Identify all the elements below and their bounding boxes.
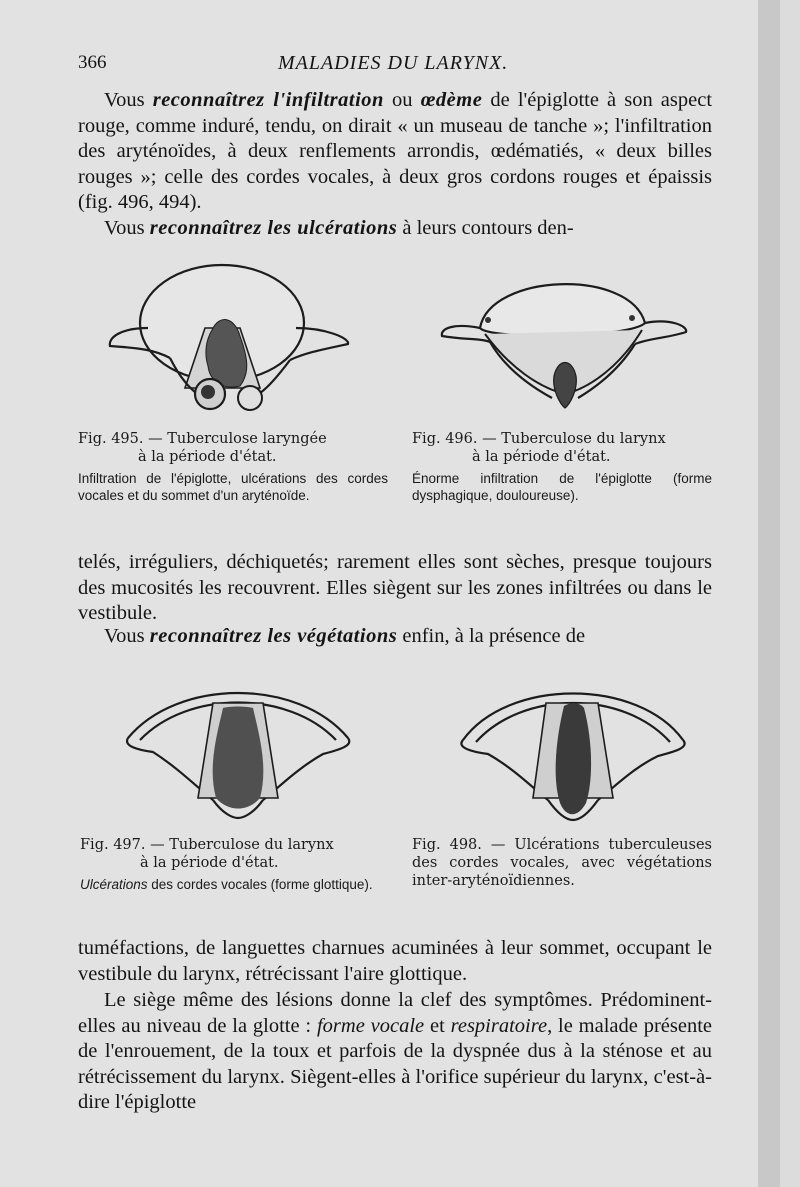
figure-497-caption (80, 836, 380, 893)
italic-forme-vocale: forme vocale (316, 1014, 425, 1037)
figure-498-title: Fig. 498. — Ulcérations tuberculeuses des cordes vocales, avec végétations inter-aryténoïdiennes. (412, 837, 712, 889)
caption-line: Fig. 496. — Tuberculose du larynx (412, 431, 666, 447)
italic-respiratoire: respiratoire (450, 1014, 548, 1037)
text-run: ou (383, 89, 421, 111)
text-run: et (424, 1014, 451, 1037)
text-run: de l'épiglotte à son aspect rouge, comme induré, tendu, on dirait « un museau de tanche »; l'infiltration des aryténoïdes, à deux renflements arrondis, œdématiés, « deux billes rouges »; celle des cordes vocales, à deux gros cordons rouges et épaissis (fig. 496, 494). (78, 89, 713, 213)
emphasis-ulcerations: reconnaîtrez les ulcérations (149, 217, 398, 239)
paragraph-infiltration (78, 88, 712, 216)
figure-496-caption (412, 430, 712, 504)
figure-495-title (78, 430, 388, 466)
caption-line: à la période d'état. (138, 449, 277, 465)
figure-495-illustration (100, 258, 360, 418)
text-run: Vous (104, 625, 150, 647)
text-run: enfin, à la présence de (397, 625, 586, 647)
paragraph-vegetations (78, 624, 712, 650)
page-edge-shadow (758, 0, 780, 1187)
paragraph-ulcerations-continued: telés, irréguliers, déchiquetés; rarement elles sont sèches, presque toujours des mucosités les recouvrent. Elles siègent sur les zones infiltrées ou dans le vestibule. (78, 551, 712, 624)
paragraph-ulcerations (78, 216, 712, 242)
caption-italic: Ulcérations (80, 877, 148, 892)
figure-497-title (80, 836, 380, 872)
paragraph-symptoms (78, 988, 712, 1116)
figure-496-illustration (430, 258, 700, 418)
text-run: , le malade présente de l'enrouement, de la toux et parfois de la dyspnée dus à la sténose et au rétrécissement du larynx. Siègent-elles à l'orifice supérieur du larynx, c'est-à-dire l'épiglotte (78, 1014, 713, 1113)
larynx-drawing-496 (430, 258, 700, 418)
figure-498-illustration (448, 668, 698, 828)
page-header (78, 52, 718, 82)
text-run: Le siège même des lésions donne la clef des symptômes. Prédominent-elles au niveau de la glotte : (78, 989, 712, 1037)
figure-497-description (80, 876, 380, 893)
page-number: 366 (78, 52, 107, 73)
larynx-drawing-495 (100, 258, 360, 418)
caption-line: Fig. 497. — Tuberculose du larynx (80, 837, 334, 853)
larynx-drawing-497 (118, 668, 358, 828)
larynx-drawing-498 (448, 668, 698, 828)
figure-497-illustration (118, 668, 358, 828)
text-run: Vous (104, 89, 153, 111)
emphasis-vegetations: reconnaîtrez les végétations (149, 625, 398, 647)
caption-line: à la période d'état. (472, 449, 611, 465)
caption-line: à la période d'état. (140, 855, 279, 871)
caption-line: des cordes vocales (forme glottique). (147, 877, 373, 892)
figure-496-title (412, 430, 712, 466)
running-title: MALADIES DU LARYNX. (278, 52, 509, 74)
figure-498-caption (412, 836, 712, 890)
text-run: Vous (104, 217, 150, 239)
figure-496-description: Énorme infiltration de l'épiglotte (forme dysphagique, douloureuse). (412, 471, 712, 503)
text-run: à leurs contours den- (397, 217, 574, 239)
emphasis-oedeme: œdème (420, 89, 483, 111)
caption-line: Fig. 495. — Tuberculose laryngée (78, 431, 327, 447)
paragraph-vegetations-continued: tuméfactions, de languettes charnues acuminées à leur sommet, occupant le vestibule du larynx, rétrécissant l'aire glottique. (78, 937, 712, 985)
emphasis-infiltration: reconnaîtrez l'infiltration (152, 89, 384, 111)
figure-495-description: Infiltration de l'épiglotte, ulcérations des cordes vocales et du sommet d'un aryténoïde. (78, 471, 388, 503)
figure-495-caption (78, 430, 388, 504)
